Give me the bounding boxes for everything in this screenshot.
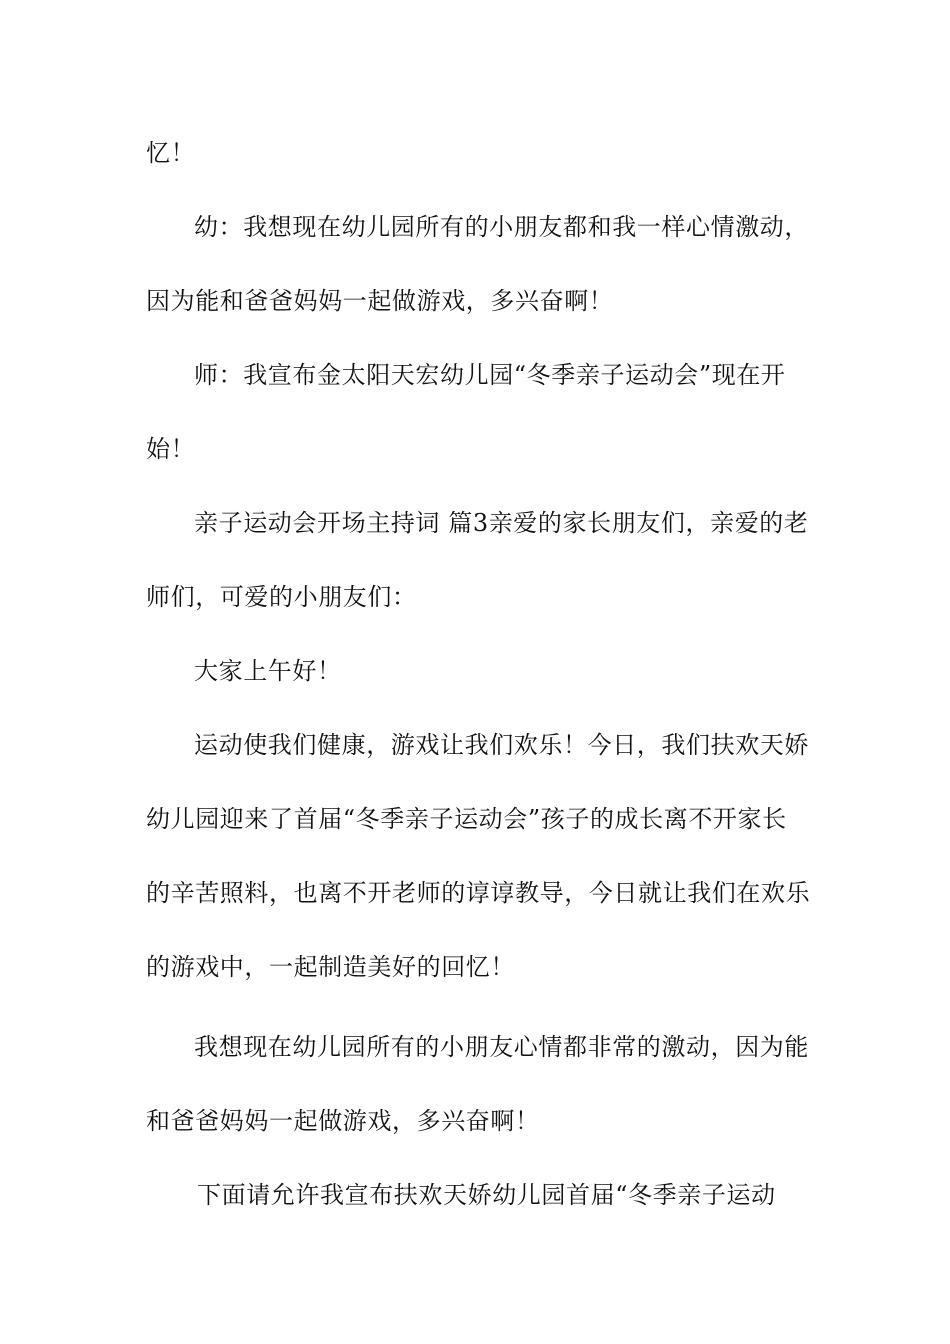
text-line-3: 因为能和爸爸妈妈一起做游戏，多兴奋啊！ bbox=[146, 287, 614, 315]
text-line-1: 忆！ bbox=[146, 139, 196, 167]
text-line-2: 幼：我想现在幼儿园所有的小朋友都和我一样心情激动， bbox=[194, 213, 809, 241]
text-line-11: 的辛苦照料，也离不开老师的谆谆教导，今日就让我们在欢乐 bbox=[146, 879, 811, 907]
text-line-13: 我想现在幼儿园所有的小朋友心情都非常的激动，因为能 bbox=[194, 1033, 809, 1061]
text-line-12: 的游戏中，一起制造美好的回忆！ bbox=[146, 953, 515, 981]
text-line-8: 大家上午好！ bbox=[194, 657, 342, 685]
text-line-4: 师：我宣布金太阳天宏幼儿园“冬季亲子运动会”现在开 bbox=[194, 361, 786, 389]
text-line-6: 亲子运动会开场主持词 篇3亲爱的家长朋友们，亲爱的老 bbox=[194, 509, 809, 537]
text-line-9: 运动使我们健康，游戏让我们欢乐！今日，我们扶欢天娇 bbox=[194, 731, 809, 759]
text-line-5: 始！ bbox=[146, 435, 196, 463]
text-line-7: 师们，可爱的小朋友们： bbox=[146, 583, 417, 611]
text-line-15: 下面请允许我宣布扶欢天娇幼儿园首届“冬季亲子运动 bbox=[197, 1181, 776, 1209]
text-line-14: 和爸爸妈妈一起做游戏，多兴奋啊！ bbox=[146, 1107, 540, 1135]
text-line-10: 幼儿园迎来了首届“冬季亲子运动会”孩子的成长离不开家长 bbox=[146, 805, 787, 833]
